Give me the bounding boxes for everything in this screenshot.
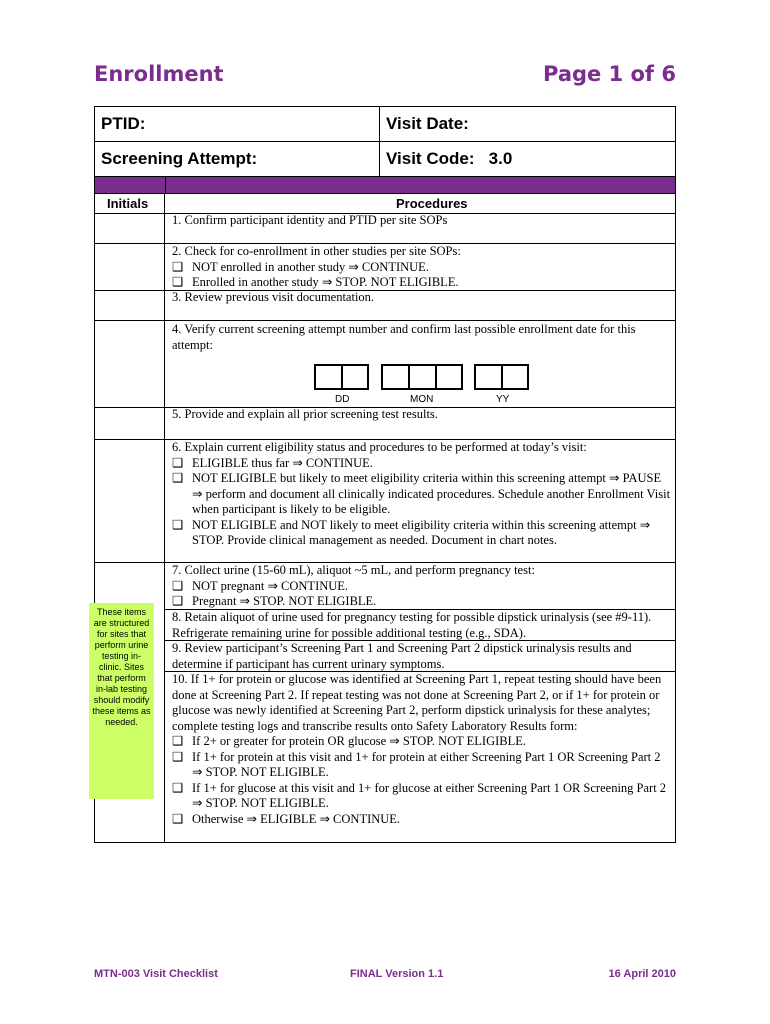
ptid-label: PTID: bbox=[101, 114, 146, 133]
step-1: 1. Confirm participant identity and PTID per site SOPs bbox=[172, 213, 448, 227]
checkbox-icon: ❑ bbox=[172, 275, 184, 289]
visit-code-label: Visit Code: bbox=[386, 149, 475, 168]
visit-code-cell bbox=[380, 142, 676, 177]
step-10-option-2[interactable]: ❑ If 1+ for protein at this visit and 1+ for protein at either Screening Part 1 OR Screening Part 2 ⇒ STOP. NOT ELIGIBLE. bbox=[172, 749, 661, 779]
step-6-option-3[interactable]: ❑ NOT ELIGIBLE and NOT likely to meet eligibility criteria within this screening attempt ⇒ STOP. Provide clinical management as needed. Document in chart notes. bbox=[172, 517, 651, 547]
ptid-cell[interactable] bbox=[95, 107, 380, 142]
step-4: 4. Verify current screening attempt number and confirm last possible enrollment date for this attempt: bbox=[172, 322, 636, 352]
screening-attempt-label: Screening Attempt: bbox=[101, 149, 258, 168]
date-mon-label: MON bbox=[410, 394, 434, 405]
step-10-option-1[interactable]: ❑ If 2+ or greater for protein OR glucose ⇒ STOP. NOT ELIGIBLE. bbox=[172, 734, 527, 748]
date-yy-label: YY bbox=[496, 394, 510, 405]
step-2: 2. Check for co-enrollment in other studies per site SOPs: ❑ NOT enrolled in another study ⇒ CONTINUE. ❑ Enrolled in another study ⇒ STOP. NOT ELIGIBLE. bbox=[172, 244, 672, 291]
visit-date-cell[interactable] bbox=[380, 107, 676, 142]
checkbox-icon: ❑ bbox=[172, 749, 184, 764]
side-note: These items are structured for sites that perform urine testing in-clinic. Sites that perform in-lab testing should modify these items as needed. bbox=[89, 603, 154, 799]
checkbox-icon: ❑ bbox=[172, 594, 184, 608]
step-7-option-1[interactable]: ❑ NOT pregnant ⇒ CONTINUE. bbox=[172, 578, 349, 593]
step-10-option-4[interactable]: ❑ Otherwise ⇒ ELIGIBLE ⇒ CONTINUE. bbox=[172, 811, 401, 826]
checkbox-icon: ❑ bbox=[172, 259, 184, 274]
procedures-grid bbox=[94, 194, 676, 843]
step-10: 10. If 1+ for protein or glucose was identified at Screening Part 1, repeat testing should have been done at Screening Part 2. If repeat testing was not done at Screening Part 2, or if 1+ for protein or glucose was newly identified at Screening Part 2, perform dipstick urinalysis for these analytes; complete testing logs and transcribe results onto Safety Laboratory Results form: ❑ If 2+ or greater for protein OR glucose ⇒ STOP. NOT ELIGIBLE. ❑ If 1+ for protein at this visit and 1+ for protein at either Screening Part 1 OR Screening Part 2 ⇒ STOP. NOT ELIGIBLE. ❑ If 1+ for glucose at this visit and 1+ for glucose at either Screening Part 1 OR Screening Part 2 ⇒ STOP. NOT ELIGIBLE. ❑ Otherwise ⇒ ELIGIBLE ⇒ CONTINUE. bbox=[172, 672, 672, 827]
page-title: Enrollment bbox=[94, 62, 224, 86]
date-day-boxes[interactable] bbox=[314, 364, 369, 390]
visit-info-table bbox=[94, 106, 676, 177]
step-10-option-3[interactable]: ❑ If 1+ for glucose at this visit and 1+ for glucose at either Screening Part 1 OR Screening Part 2 ⇒ STOP. NOT ELIGIBLE. bbox=[172, 780, 667, 810]
date-year-boxes[interactable] bbox=[474, 364, 529, 390]
step-5: 5. Provide and explain all prior screening test results. bbox=[172, 407, 438, 421]
step-8: 8. Retain aliquot of urine used for pregnancy testing for possible dipstick urinalysis (see #9-11). Refrigerate remaining urine for possible additional testing (e.g., SDA). bbox=[172, 610, 652, 640]
step-7: 7. Collect urine (15-60 mL), aliquot ~5 mL, and perform pregnancy test: ❑ NOT pregnant ⇒ CONTINUE. ❑ Pregnant ⇒ STOP. NOT ELIGIBLE. bbox=[172, 563, 672, 610]
checkbox-icon: ❑ bbox=[172, 455, 184, 470]
header-band bbox=[94, 176, 676, 194]
step-6: 6. Explain current eligibility status and procedures to be performed at today’s visit: ❑ ELIGIBLE thus far ⇒ CONTINUE. ❑ NOT ELIGIBLE but likely to meet eligibility criteria within this screening attempt ⇒ PAUSE ⇒ perform and document all clinically indicated procedures. Schedule another Enrollment Visit when participant is likely to be eligible. ❑ NOT ELIGIBLE and NOT likely to meet eligibility criteria within this screening attempt ⇒ STOP. Provide clinical management as needed. Document in chart notes. bbox=[172, 440, 671, 547]
step-6-option-2[interactable]: ❑ NOT ELIGIBLE but likely to meet eligibility criteria within this screening attempt ⇒ PAUSE ⇒ perform and document all clinically indicated procedures. Schedule another Enrollment Visit when participant is likely to be eligible. bbox=[172, 471, 671, 516]
footer-right: 16 April 2010 bbox=[608, 968, 676, 980]
step-7-option-2[interactable]: ❑ Pregnant ⇒ STOP. NOT ELIGIBLE. bbox=[172, 594, 377, 608]
date-month-boxes[interactable] bbox=[381, 364, 463, 390]
checkbox-icon: ❑ bbox=[172, 734, 184, 748]
step-9: 9. Review participant’s Screening Part 1 and Screening Part 2 dipstick urinalysis results and determine if participant has current urinary symptoms. bbox=[172, 641, 632, 671]
page-number: Page 1 of 6 bbox=[543, 62, 676, 86]
step-2-option-1[interactable]: ❑ NOT enrolled in another study ⇒ CONTINUE. bbox=[172, 259, 429, 274]
step-6-option-1[interactable]: ❑ ELIGIBLE thus far ⇒ CONTINUE. bbox=[172, 455, 373, 470]
footer-center: FINAL Version 1.1 bbox=[350, 968, 444, 980]
visit-date-label: Visit Date: bbox=[386, 114, 469, 133]
checkbox-icon: ❑ bbox=[172, 811, 184, 826]
screening-attempt-cell[interactable] bbox=[95, 142, 380, 177]
procedures-header: Procedures bbox=[396, 196, 468, 211]
initials-header: Initials bbox=[107, 196, 149, 211]
checkbox-icon: ❑ bbox=[172, 517, 184, 532]
visit-code-value: 3.0 bbox=[488, 149, 513, 168]
checkbox-icon: ❑ bbox=[172, 471, 184, 485]
footer-left: MTN-003 Visit Checklist bbox=[94, 968, 218, 980]
checkbox-icon: ❑ bbox=[172, 578, 184, 593]
step-3: 3. Review previous visit documentation. bbox=[172, 290, 375, 304]
step-2-option-2[interactable]: ❑ Enrolled in another study ⇒ STOP. NOT ELIGIBLE. bbox=[172, 275, 459, 289]
checkbox-icon: ❑ bbox=[172, 780, 184, 795]
date-dd-label: DD bbox=[335, 394, 350, 405]
